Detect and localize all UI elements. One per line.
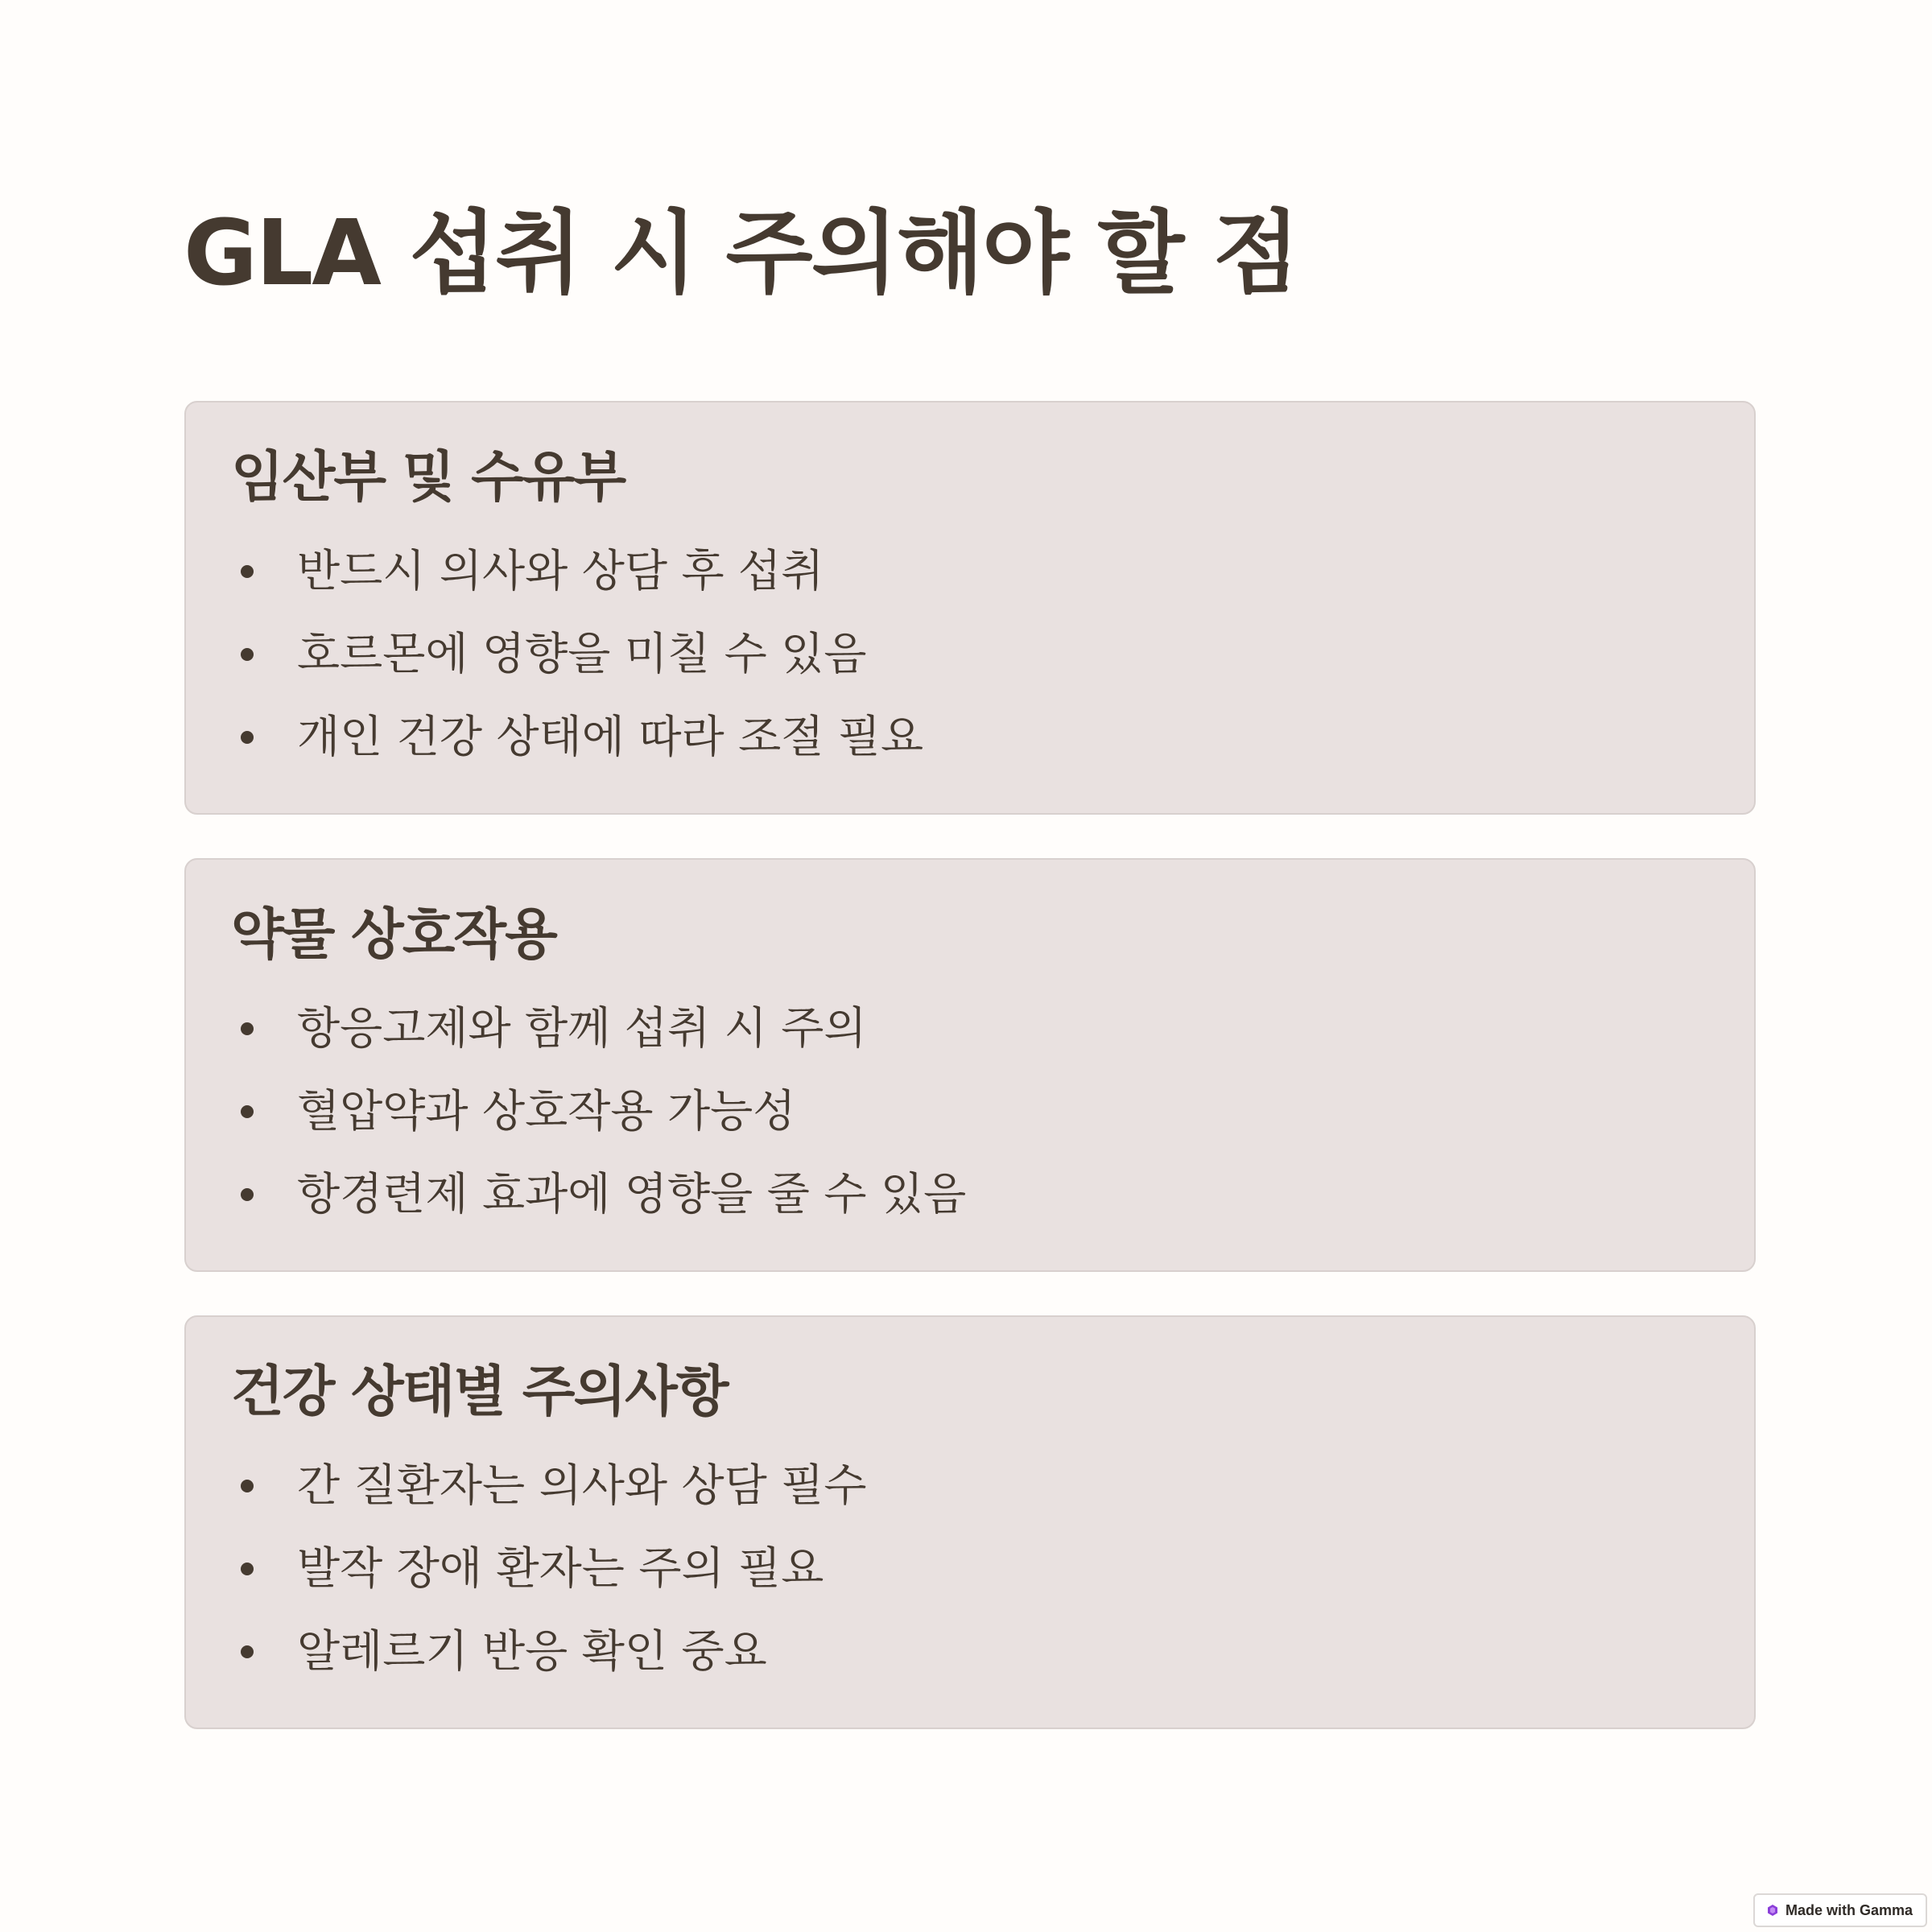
bullet-icon [241,1188,254,1201]
bullet-icon [241,1645,254,1658]
page-title: GLA 섭취 시 주의해야 할 점 [184,201,1298,306]
bullet-icon [241,565,254,578]
bullet-icon [241,1022,254,1035]
bullet-list [231,1444,1709,1693]
list-item-text: 발작 장애 환자는 주의 필요 [297,1542,824,1595]
made-with-gamma-badge[interactable] [1753,1893,1927,1927]
list-item [231,1527,1709,1610]
card-pregnant-nursing [184,401,1756,815]
list-item-text: 혈압약과 상호작용 가능성 [297,1085,796,1137]
card-title: 건강 상태별 주의사항 [231,1360,728,1424]
gamma-logo-icon [1766,1904,1779,1917]
bullet-icon [241,648,254,661]
card-health-conditions [184,1315,1756,1729]
bullet-list [231,530,1709,778]
list-item [231,1444,1709,1527]
card-title: 임산부 및 수유부 [231,446,625,510]
list-item [231,530,1709,613]
list-item-text: 간 질환자는 의사와 상담 필수 [297,1459,867,1512]
list-item-text: 개인 건강 상태에 따라 조절 필요 [297,711,924,763]
list-item-text: 항경련제 효과에 영향을 줄 수 있음 [297,1168,967,1220]
list-item-text: 호르몬에 영향을 미칠 수 있음 [297,628,867,680]
list-item [231,613,1709,696]
bullet-icon [241,1105,254,1118]
list-item-text: 반드시 의사와 상담 후 섭취 [297,545,824,597]
bullet-icon [241,731,254,744]
card-drug-interaction [184,858,1756,1272]
bullet-icon [241,1563,254,1575]
list-item [231,987,1709,1070]
list-item [231,1070,1709,1153]
list-item [231,1610,1709,1693]
bullet-icon [241,1480,254,1492]
bullet-list [231,987,1709,1236]
badge-label: Made with Gamma [1785,1901,1913,1918]
list-item-text: 항응고제와 함께 섭취 시 주의 [297,1002,867,1055]
list-item [231,696,1709,778]
list-item-text: 알레르기 반응 확인 중요 [297,1625,767,1678]
card-title: 약물 상호작용 [231,903,556,967]
list-item [231,1153,1709,1236]
